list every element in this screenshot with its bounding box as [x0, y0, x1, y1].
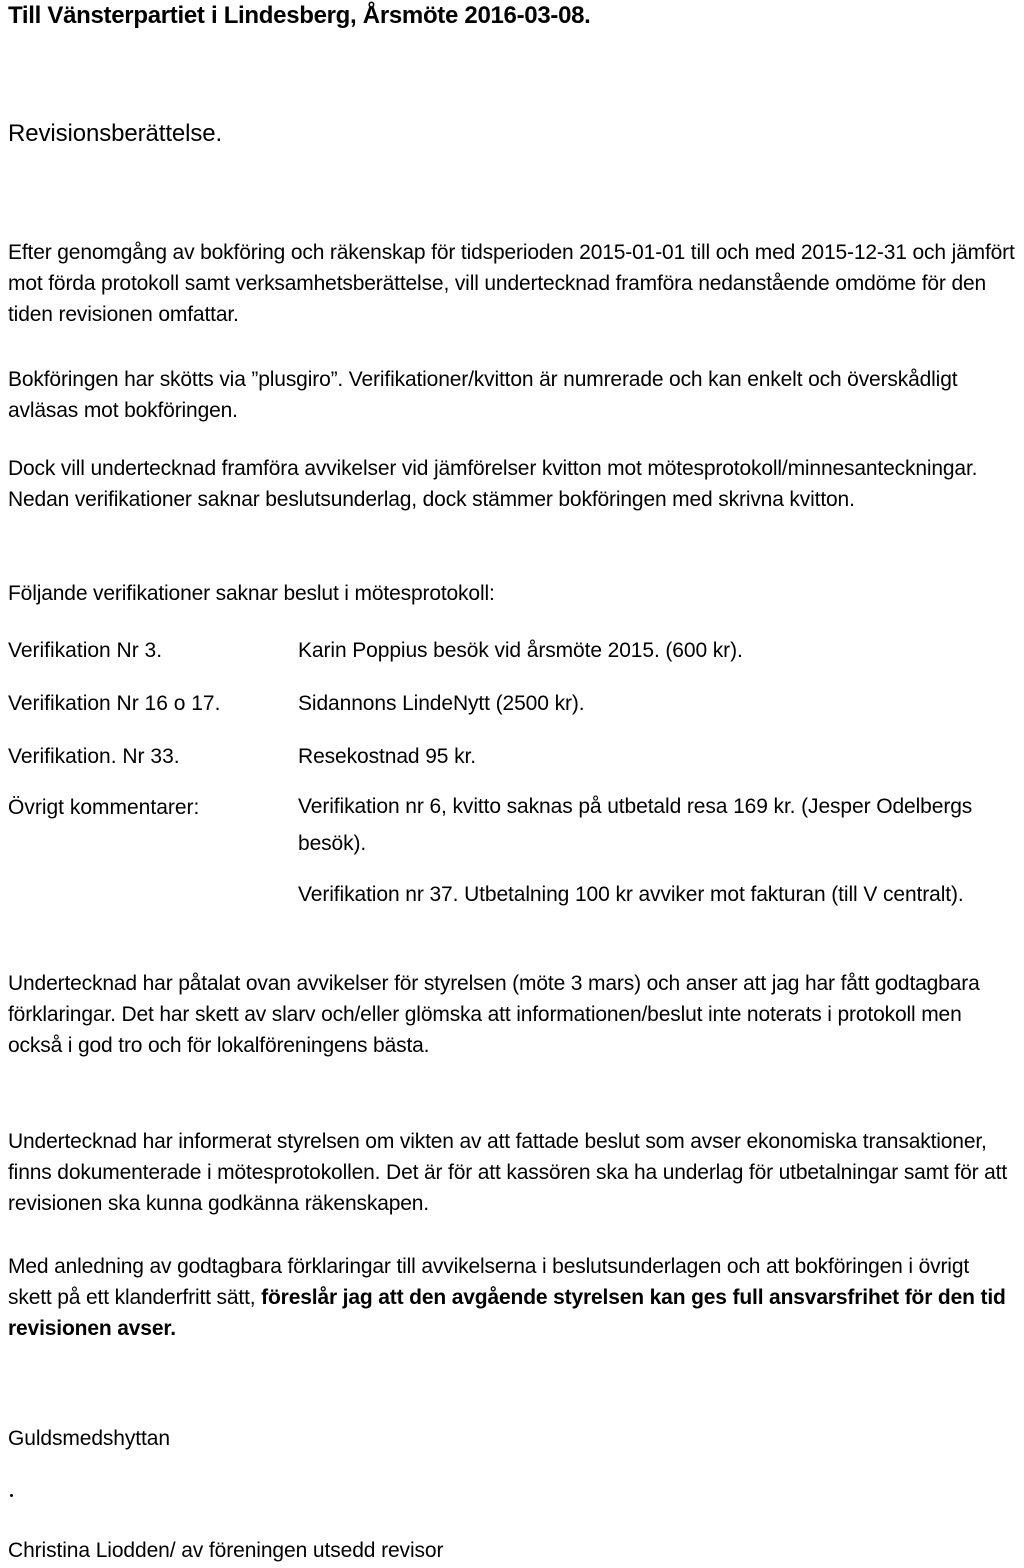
verification-label: Verifikation Nr 3. — [8, 639, 163, 662]
closing-paragraph-3 — [8, 1251, 1016, 1344]
document-title: Till Vänsterpartiet i Lindesberg, Årsmöte 2016-03-08. — [8, 2, 591, 29]
closing-paragraph-3-normal: Med anledning av godtagbara förklaringar till avvikelserna i beslutsunderlagen och att bokföringen i övrigt skett på ett klanderfritt sätt, — [8, 1255, 970, 1309]
list-intro: Följande verifikationer saknar beslut i mötesprotokoll: — [8, 582, 495, 605]
document-heading: Revisionsberättelse. — [8, 120, 223, 147]
stray-mark — [10, 1494, 13, 1497]
closing-paragraph-3-bold: föreslår jag att den avgående styrelsen kan ges full ansvarsfrihet för den tid revisionen avser. — [8, 1286, 1006, 1340]
verification-value: Resekostnad 95 kr. — [298, 745, 476, 768]
closing-paragraph-1: Undertecknad har påtalat ovan avvikelser för styrelsen (möte 3 mars) och anser att jag har fått godtagbara förklaringar. Det har skett av slarv och/eller glömska att informationen/beslut inte noterats i protokoll men också i god tro och för lokalföreningens bästa. — [8, 972, 980, 1057]
other-comment-item: Verifikation nr 6, kvitto saknas på utbetald resa 169 kr. (Jesper Odelbergs besök). — [298, 795, 973, 855]
verification-label: Verifikation Nr 16 o 17. — [8, 692, 221, 715]
other-comments-label: Övrigt kommentarer: — [8, 796, 200, 819]
verification-value: Karin Poppius besök vid årsmöte 2015. (600 kr). — [298, 639, 743, 662]
signature-line: Christina Liodden/ av föreningen utsedd revisor — [8, 1539, 444, 1562]
verification-label: Verifikation. Nr 33. — [8, 745, 180, 768]
verification-value: Sidannons LindeNytt (2500 kr). — [298, 692, 585, 715]
intro-paragraph: Efter genomgång av bokföring och räkenskap för tidsperioden 2015-01-01 till och med 2015-12-31 och jämfört mot förda protokoll samt verksamhetsberättelse, vill undertecknad framföra nedanstående omdöme för den tiden revisionen omfattar. — [8, 241, 1015, 326]
deviations-paragraph: Dock vill undertecknad framföra avvikelser vid jämförelser kvitton mot mötesprotokoll/minnesanteckningar. Nedan verifikationer saknar beslutsunderlag, dock stämmer bokföringen med skrivna kvitton. — [8, 457, 978, 511]
place-name: Guldsmedshyttan — [8, 1427, 170, 1450]
bookkeeping-paragraph: Bokföringen har skötts via ”plusgiro”. Verifikationer/kvitton är numrerade och kan enkelt och överskådligt avläsas mot bokföringen. — [8, 368, 958, 422]
closing-paragraph-2: Undertecknad har informerat styrelsen om vikten av att fattade beslut som avser ekonomiska transaktioner, finns dokumenterade i mötesprotokollen. Det är för att kassören ska ha underlag för utbetalningar samt för att revisionen ska kunna godkänna räkenskapen. — [8, 1130, 1008, 1215]
other-comment-item: Verifikation nr 37. Utbetalning 100 kr avviker mot fakturan (till V centralt). — [298, 883, 964, 906]
